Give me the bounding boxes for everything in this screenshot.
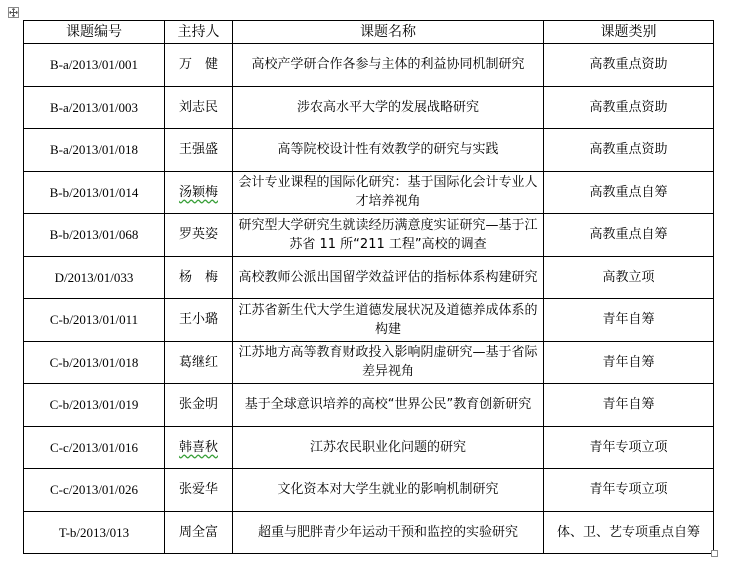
cell-category[interactable]: 高教重点自筹 [544,214,714,257]
cell-host[interactable]: 王小璐 [165,299,233,342]
cell-code[interactable]: B-b/2013/01/014 [24,171,165,214]
cell-host[interactable]: 罗英姿 [165,214,233,257]
cell-title[interactable]: 超重与肥胖青少年运动干预和监控的实验研究 [233,511,544,553]
cell-title[interactable]: 文化资本对大学生就业的影响机制研究 [233,469,544,512]
cell-category[interactable]: 高教重点资助 [544,44,714,87]
cell-category[interactable]: 青年自筹 [544,341,714,384]
table-row [24,214,714,257]
cell-title[interactable]: 江苏农民职业化问题的研究 [233,426,544,469]
cell-code[interactable]: B-a/2013/01/001 [24,44,165,87]
table-row [24,129,714,172]
cell-category[interactable]: 青年专项立项 [544,426,714,469]
cell-title[interactable]: 会计专业课程的国际化研究：基于国际化会计专业人才培养视角 [233,171,544,214]
cell-host[interactable]: 杨 梅 [165,256,233,299]
cell-code[interactable]: C-b/2013/01/011 [24,299,165,342]
cell-code[interactable]: C-c/2013/01/026 [24,469,165,512]
table-row [24,299,714,342]
table-row [24,44,714,87]
cell-host[interactable] [165,171,233,214]
project-table [23,20,714,554]
cell-code[interactable]: B-b/2013/01/068 [24,214,165,257]
cell-code[interactable]: D/2013/01/033 [24,256,165,299]
header-host: 主持人 [165,21,233,44]
cell-host[interactable] [165,426,233,469]
header-code: 课题编号 [24,21,165,44]
cell-category[interactable]: 青年专项立项 [544,469,714,512]
table-row [24,341,714,384]
cell-host[interactable]: 张爱华 [165,469,233,512]
cell-category[interactable]: 高教重点资助 [544,86,714,129]
cell-code[interactable]: C-c/2013/01/016 [24,426,165,469]
table-row [24,426,714,469]
cell-category[interactable]: 高教重点自筹 [544,171,714,214]
cell-host[interactable]: 万 健 [165,44,233,87]
cell-category[interactable]: 高教重点资助 [544,129,714,172]
cell-code[interactable]: B-a/2013/01/018 [24,129,165,172]
cell-title[interactable]: 高等院校设计性有效教学的研究与实践 [233,129,544,172]
cell-host-text: 汤颖梅 [178,184,218,200]
cell-code[interactable]: C-b/2013/01/018 [24,341,165,384]
cell-code[interactable]: B-a/2013/01/003 [24,86,165,129]
header-title: 课题名称 [233,21,544,44]
table-row [24,86,714,129]
table-row [24,171,714,214]
cell-category[interactable]: 青年自筹 [544,299,714,342]
cell-title[interactable]: 基于全球意识培养的高校“世界公民”教育创新研究 [233,384,544,427]
header-category: 课题类别 [544,21,714,44]
cell-host[interactable]: 周全富 [165,511,233,553]
cell-title[interactable]: 研究型大学研究生就读经历满意度实证研究—基于江苏省 11 所“211 工程”高校的调查 [233,214,544,257]
cell-title[interactable]: 涉农高水平大学的发展战略研究 [233,86,544,129]
cell-host[interactable]: 王强盛 [165,129,233,172]
table-row [24,384,714,427]
cell-host[interactable]: 葛继红 [165,341,233,384]
table-move-handle-icon[interactable] [8,7,19,18]
cell-host[interactable]: 刘志民 [165,86,233,129]
cell-title[interactable]: 江苏地方高等教育财政投入影响阴虚研究—基于省际差异视角 [233,341,544,384]
table-header-row [24,21,714,44]
cell-code[interactable]: C-b/2013/01/019 [24,384,165,427]
cell-host-text: 韩喜秋 [178,439,218,455]
cell-category[interactable]: 青年自筹 [544,384,714,427]
table-row [24,256,714,299]
cell-title[interactable]: 高校产学研合作各参与主体的利益协同机制研究 [233,44,544,87]
cell-category[interactable]: 高教立项 [544,256,714,299]
table-row [24,511,714,553]
cell-title[interactable]: 高校教师公派出国留学效益评估的指标体系构建研究 [233,256,544,299]
table-resize-handle[interactable] [711,550,718,557]
cell-category[interactable]: 体、卫、艺专项重点自筹 [544,511,714,553]
cell-title[interactable]: 江苏省新生代大学生道德发展状况及道德养成体系的构建 [233,299,544,342]
cell-code[interactable]: T-b/2013/013 [24,511,165,553]
table-row [24,469,714,512]
cell-host[interactable]: 张金明 [165,384,233,427]
